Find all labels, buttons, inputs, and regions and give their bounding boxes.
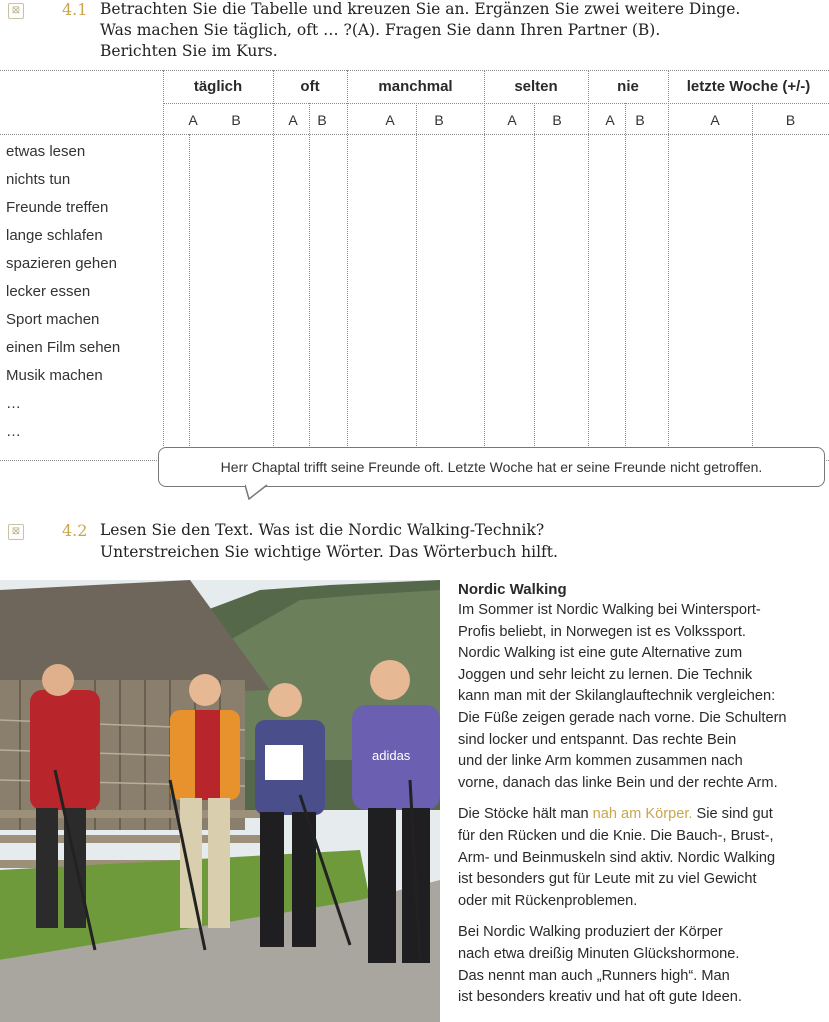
text-line: kann man mit der Skilanglauftechnik vergleichen: [458,688,776,705]
text-line: für den Rücken und die Knie. Die Bauch-, Brust-, [458,827,774,844]
article-paragraph-2 [458,804,828,912]
row-label: … [6,423,21,440]
row-label: Sport machen [6,311,100,328]
nordic-walking-photo [0,580,440,1022]
text-line: Joggen und sehr leicht zu lernen. Die Technik [458,666,753,683]
text-line: und der linke Arm kommen zusammen nach [458,753,743,770]
subheader-a: A [507,112,517,128]
row-label: Musik machen [6,367,103,384]
exercise-instruction-line-2: Was machen Sie täglich, oft … ?(A). Fragen Sie dann Ihren Partner (B). [100,21,661,39]
column-header-taeglich: täglich [193,78,243,95]
cross-out-icon: ⊠ [8,3,24,19]
subheader-b: B [231,112,241,128]
article-paragraph-1 [458,600,828,794]
speech-bubble-tail [245,484,269,500]
text-line: Die Füße zeigen gerade nach vorne. Die Schultern [458,709,787,726]
text-line: Profis beliebt, in Norwegen ist es Volkssport. [458,623,746,640]
exercise-number: 4.1 [62,0,88,19]
text-line: Bei Nordic Walking produziert der Körper [458,924,723,941]
subheader-b: B [635,112,645,128]
subheader-b: B [552,112,562,128]
row-label: lange schlafen [6,227,103,244]
subheader-a: A [605,112,615,128]
subheader-b: B [317,112,327,128]
text-line: nach etwa dreißig Minuten Glückshormone. [458,945,740,962]
text-line: oder mit Rückenproblemen. [458,892,638,909]
row-label: … [6,395,21,412]
subheader-b: B [785,112,796,128]
subheader-a: A [385,112,395,128]
subheader-a: A [710,112,720,128]
exercise-number: 4.2 [62,521,88,540]
row-label: einen Film sehen [6,339,121,356]
article [458,580,828,1009]
column-header-manchmal: manchmal [378,78,453,95]
subheader-b: B [434,112,444,128]
exercise-instruction-line-1: Betrachten Sie die Tabelle und kreuzen Sie an. Ergänzen Sie zwei weitere Dinge. [100,0,741,18]
subheader-a: A [188,112,198,128]
row-label: spazieren gehen [6,255,117,272]
column-header-selten: selten [514,78,558,95]
row-label: etwas lesen [6,143,86,160]
subheader-a: A [288,112,298,128]
exercise-instruction-line-3: Berichten Sie im Kurs. [100,42,278,60]
text-line: vorne, danach das linke Bein und der rechte Arm. [458,774,778,791]
text-line: Das nennt man auch „Runners high“. Man [458,967,730,984]
text-line: Nordic Walking ist eine gute Alternative zum [458,645,743,662]
article-title: Nordic Walking [458,581,567,598]
text-line: Die Stöcke hält man [458,806,593,823]
column-header-oft: oft [300,78,320,95]
exercise-instruction-line-2: Unterstreichen Sie wichtige Wörter. Das Wörterbuch hilft. [100,543,558,561]
text-line: Im Sommer ist Nordic Walking bei Wintersport- [458,602,761,618]
column-header-nie: nie [617,78,639,95]
exercise-instruction-line-1: Lesen Sie den Text. Was ist die Nordic Walking-Technik? [100,521,545,539]
text-line: ist besonders kreativ und hat oft gute Ideen. [458,989,742,1006]
text-line: Sie sind gut [692,806,773,823]
speech-bubble: Herr Chaptal trifft seine Freunde oft. Letzte Woche hat er seine Freunde nicht getroffen. [158,447,825,487]
row-label: Freunde treffen [6,199,109,216]
text-line: sind locker und entspannt. Das rechte Bein [458,731,737,748]
article-paragraph-3 [458,922,828,1008]
text-line: Arm- und Beinmuskeln sind aktiv. Nordic Walking [458,849,776,866]
row-label: lecker essen [6,283,91,300]
cross-out-icon: ⊠ [8,524,24,540]
text-line: ist besonders gut für Leute mit zu viel Gewicht [458,871,757,888]
highlighted-text: nah am Körper. [592,806,693,823]
row-label: nichts tun [6,171,71,188]
column-header-letzte-woche: letzte Woche (+/-) [686,78,811,95]
shirt-logo-text: adidas [372,748,411,763]
